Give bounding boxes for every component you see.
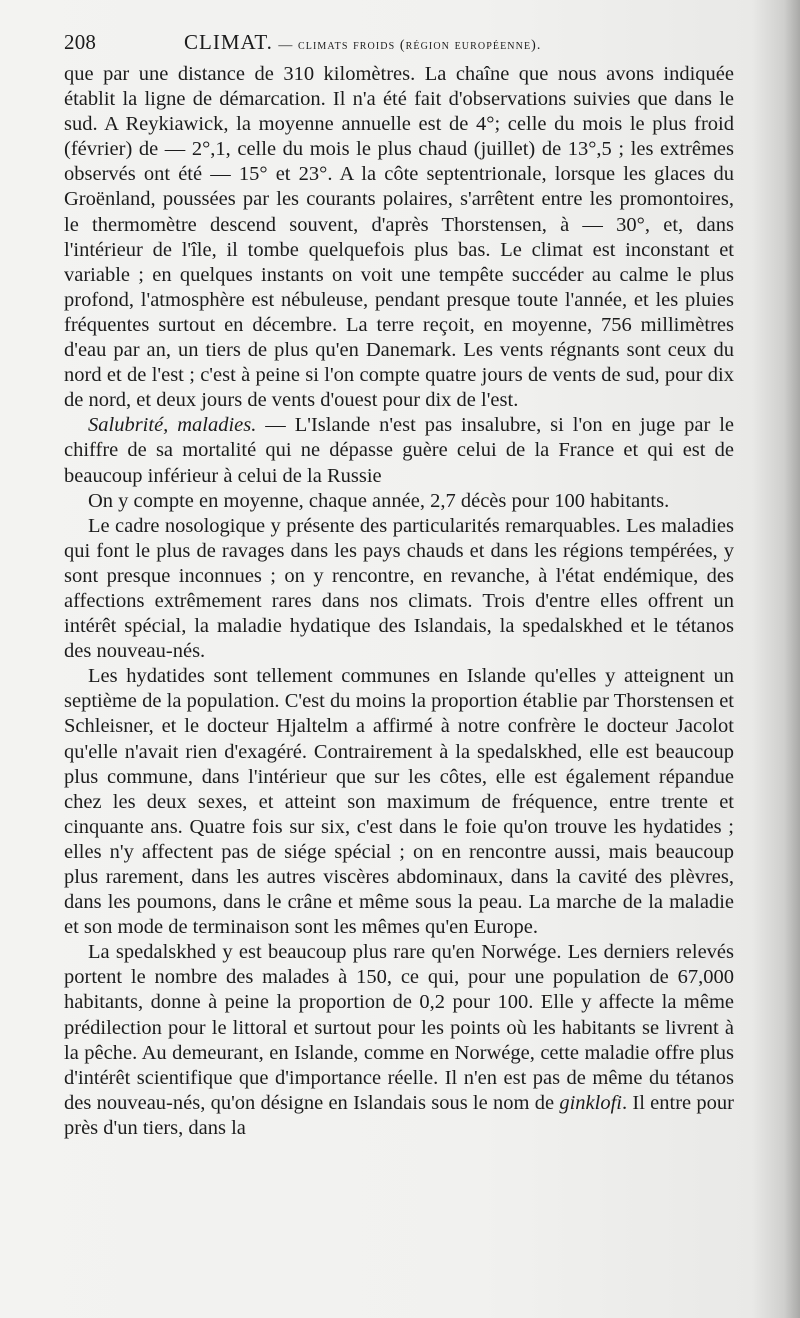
paragraph-text: On y compte en moyenne, chaque année, 2,7 décès pour 100 habitants. [88,489,670,512]
body-text [64,62,734,1141]
paragraph-mortality [64,489,734,514]
paragraph-spedalskhed [64,940,734,1141]
paragraph-text-tail: . Il entre pour près d'un tiers, dans la [64,1091,734,1139]
paragraph-text: que par une distance de 310 kilomètres. La chaîne que nous avons indiquée établit la ligne de démarcation. Il n'a été fait d'observations suivies que dans le sud. A Reykiawick, la moyenne annuelle est de 4°; celle du mois le plus froid (février) de — 2°,1, celle du mois le plus chaud (juillet) de 13°,5 ; les extrêmes observés ont été — 15° et 23°. A la côte septentrionale, lorsque les glaces du Groënland, poussées par les courants polaires, s'arrêtent entre les promontoires, le thermomètre descend souvent, d'après Thorstensen, à — 30°, et, dans l'intérieur de l'île, il tombe quelquefois plus bas. Le climat est inconstant et variable ; en quelques instants on voit une tempête succéder au calme le plus profond, l'atmosphère est nébuleuse, pendant presque toute l'année, et les pluies fréquentes surtout en décembre. La terre reçoit, en moyenne, 756 millimètres d'eau par an, un tiers de plus qu'en Danemark. Les vents régnants sont ceux du nord et de l'est ; c'est à peine si l'on compte quatre jours de vents de sud, pour dix de nord, et deux jours de vents d'ouest pour dix de l'est. [64,63,734,412]
running-head [184,30,542,55]
paragraph-text: — L'Islande n'est pas insalubre, si l'on en juge par le chiffre de sa mortalité qui ne dépasse guère celui de la France et qui est de beaucoup inférieur à celui de la Russie [64,414,735,487]
paragraph-climate [64,62,734,413]
paragraph-hydatids [64,664,734,940]
paragraph-salubrity [64,413,734,488]
section-lead: Salubrité, maladies. [88,414,257,437]
paragraph-text: Le cadre nosologique y présente des particularités remarquables. Les maladies qui font le plus de ravages dans les pays chauds et dans les régions tempérées, y sont presque inconnues ; on y rencontre, en revanche, à l'état endémique, des affections extrêmement rares dans nos climats. Trois d'entre elles offrent un intérêt spécial, la maladie hydatique des Islandais, la spedalskhed et le tétanos des nouveau-nés. [64,514,734,663]
italic-term: ginklofi [559,1091,622,1114]
paragraph-nosology [64,514,734,665]
running-subtitle: — climats froids (région européenne). [278,38,542,53]
running-title: CLIMAT. [184,30,273,54]
paragraph-text: La spedalskhed y est beaucoup plus rare qu'en Norwége. Les derniers relevés portent le nombre des malades à 150, ce qui, pour une population de 67,000 habitants, donne à peine la proportion de 0,2 pour 100. Elle y affecte la même prédilection pour le littoral et surtout pour les points où les habitants se livrent à la pêche. Au demeurant, en Islande, comme en Norwége, cette maladie offre plus d'intérêt scientifique que d'importance réelle. Il n'en est pas de même du tétanos des nouveau-nés, qu'on désigne en Islandais sous le nom de [64,941,734,1114]
page-number: 208 [64,30,97,54]
paragraph-text: Les hydatides sont tellement communes en Islande qu'elles y atteignent un septième de la population. C'est du moins la proportion établie par Thorstensen et Schleisner, et le docteur Hjaltelm a affirmé à notre confrère le docteur Jacolot qu'elle n'avait rien d'exagéré. Contrairement à la spedalskhed, elle est beaucoup plus commune, dans l'intérieur que sur les côtes, elle est également répandue chez les deux sexes, et atteint son maximum de fréquence, entre trente et cinquante ans. Quatre fois sur six, c'est dans le foie qu'on trouve les hydatides ; elles n'y affectent pas de siége spécial ; on en rencontre aussi, mais beaucoup plus rarement, dans les autres viscères abdominaux, dans la cavité des plèvres, dans les poumons, dans le crâne et même sous la peau. La marche de la maladie et son mode de terminaison sont les mêmes qu'en Europe. [64,665,734,939]
page-header [64,30,732,58]
